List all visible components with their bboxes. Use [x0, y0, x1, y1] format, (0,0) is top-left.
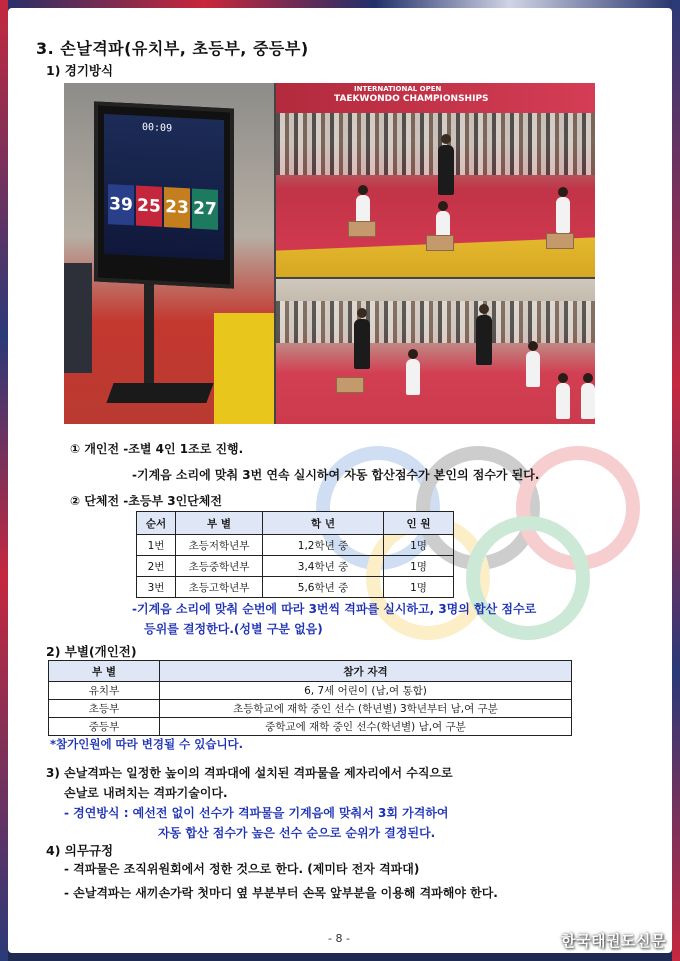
scoreboard-timer: 00:09	[142, 121, 173, 135]
monitor-stand-base	[106, 383, 213, 403]
table-cell: 초등저학년부	[176, 535, 263, 556]
table-cell: 6, 7세 어린이 (남,여 통합)	[160, 682, 572, 700]
table-header-cell: 부 별	[176, 512, 263, 535]
table-header-cell: 참가 자격	[160, 661, 572, 682]
athlete-figure	[526, 351, 540, 387]
table-row	[49, 718, 572, 736]
table-cell: 초등부	[49, 700, 160, 718]
monitor-stand	[144, 277, 154, 397]
spectator-crowd	[276, 113, 595, 175]
table-header-cell: 인 원	[384, 512, 454, 535]
table-row	[137, 577, 454, 598]
photo-scoreboard-panel	[64, 83, 274, 424]
banner-text-small: INTERNATIONAL OPEN	[354, 85, 442, 93]
championship-banner	[276, 83, 595, 113]
team-event-label: ② 단체전 -초등부 3인단체전	[70, 494, 222, 508]
breaking-board	[546, 233, 574, 249]
table-cell: 2번	[137, 556, 176, 577]
referee-figure	[354, 319, 370, 369]
table-cell: 1,2학년 중	[263, 535, 384, 556]
athlete-figure	[556, 197, 570, 233]
section-title: 3. 손날격파(유치부, 초등부, 중등부)	[36, 39, 309, 58]
table-cell: 3번	[137, 577, 176, 598]
frame-right-border	[672, 0, 680, 961]
scoreboard-screen	[94, 101, 234, 288]
table-cell: 초등중학년부	[176, 556, 263, 577]
individual-event-label: ① 개인전 -조별 4인 1조로 진행.	[70, 442, 244, 456]
contest-method-line-1: - 경연방식 : 예선전 없이 선수가 격파물을 기계음에 맞춰서 3회 가격하여	[64, 806, 449, 820]
table-header-cell: 학 년	[263, 512, 384, 535]
table-cell: 초등고학년부	[176, 577, 263, 598]
floor-mat	[214, 313, 274, 424]
score-tile: 27	[192, 188, 218, 229]
table-header-cell: 부 별	[49, 661, 160, 682]
table-cell: 1번	[137, 535, 176, 556]
photo-arena-bottom	[276, 279, 595, 424]
side-monitor	[64, 263, 92, 373]
breaking-board	[348, 221, 376, 237]
table-cell: 중등부	[49, 718, 160, 736]
referee-figure	[438, 145, 454, 195]
athlete-figure	[581, 383, 595, 419]
table-header-row	[49, 661, 572, 682]
spectator-crowd	[276, 301, 595, 343]
table-header-row	[137, 512, 454, 535]
newspaper-watermark: 한국태권도신문	[561, 932, 666, 950]
referee-figure	[476, 315, 492, 365]
table-row	[49, 682, 572, 700]
team-order-table	[136, 511, 454, 598]
competition-photo	[64, 83, 595, 424]
subsection-heading-method: 1) 경기방식	[46, 63, 114, 78]
team-note-line-2: 등위를 결정한다.(성별 구분 없음)	[144, 622, 323, 636]
page-number: - 8 -	[328, 932, 350, 945]
table-cell: 1명	[384, 556, 454, 577]
table-cell: 1명	[384, 577, 454, 598]
banner-text-large: TAEKWONDO CHAMPIONSHIPS	[334, 94, 489, 104]
score-tile: 25	[136, 186, 162, 227]
table-cell: 1명	[384, 535, 454, 556]
rule-line-2: - 손날격파는 새끼손가락 첫마디 옆 부분부터 손목 앞부분을 이용해 격파해야 한다.	[64, 886, 498, 900]
photo-arena-top	[276, 83, 595, 277]
table-row	[137, 556, 454, 577]
table-row	[49, 700, 572, 718]
table-cell: 유치부	[49, 682, 160, 700]
division-note: *참가인원에 따라 변경될 수 있습니다.	[50, 737, 244, 751]
table-header-cell: 순서	[137, 512, 176, 535]
athlete-figure	[556, 383, 570, 419]
document-page	[8, 8, 672, 953]
table-cell: 중학교에 재학 중인 선수(학년별) 남,여 구분	[160, 718, 572, 736]
table-row	[137, 535, 454, 556]
athlete-figure	[406, 359, 420, 395]
frame-left-border	[0, 0, 8, 961]
score-tile: 39	[108, 184, 134, 225]
subsection-heading-division: 2) 부별(개인전)	[46, 644, 137, 659]
score-tile: 23	[164, 187, 190, 228]
technique-desc-line-2: 손날로 내려치는 격파기술이다.	[64, 786, 228, 800]
team-note-line-1: -기계음 소리에 맞춰 순번에 따라 3번씩 격파를 실시하고, 3명의 합산 점수로	[132, 602, 537, 616]
table-cell: 3,4학년 중	[263, 556, 384, 577]
table-cell: 초등학교에 재학 중인 선수 (학년별) 3학년부터 남,여 구분	[160, 700, 572, 718]
breaking-board	[336, 377, 364, 393]
technique-desc-line-1: 3) 손날격파는 일정한 높이의 격파대에 설치된 격파물을 제자리에서 수직으로	[46, 766, 453, 780]
breaking-board	[426, 235, 454, 251]
table-cell: 5,6학년 중	[263, 577, 384, 598]
rule-line-1: - 격파물은 조직위원회에서 정한 것으로 한다. (제미타 전자 격파대)	[64, 862, 420, 876]
contest-method-line-2: 자동 합산 점수가 높은 선수 순으로 순위가 결정된다.	[158, 826, 436, 840]
subsection-heading-rules: 4) 의무규정	[46, 843, 114, 858]
individual-event-desc: -기계음 소리에 맞춰 3번 연속 실시하여 자동 합산점수가 본인의 점수가 된다.	[132, 468, 540, 482]
division-table	[48, 660, 572, 736]
